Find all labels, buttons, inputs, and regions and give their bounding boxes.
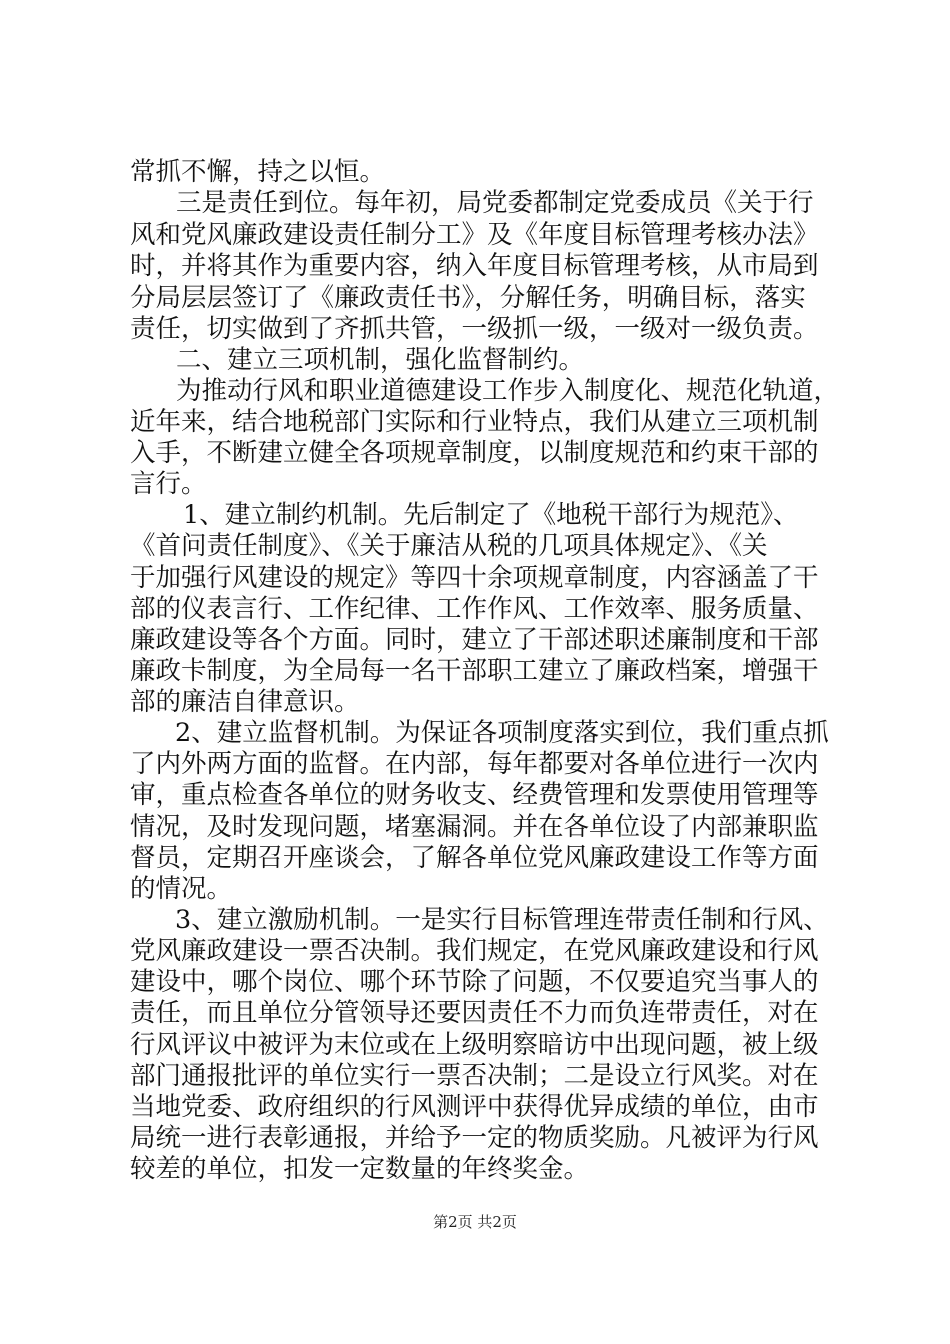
text-line: 时，并将其作为重要内容，纳入年度目标管理考核，从市局到 (130, 251, 819, 281)
text-line: 情况，及时发现问题，堵塞漏洞。并在各单位设了内部兼职监 (130, 812, 819, 842)
text-line: 责任，而且单位分管领导还要因责任不力而负连带责任，对在 (130, 998, 819, 1028)
text-line: 为推动行风和职业道德建设工作步入制度化、规范化轨道， (176, 376, 840, 406)
text-line: 近年来，结合地税部门实际和行业特点，我们从建立三项机制 (130, 407, 819, 437)
text-line: 了内外两方面的监督。在内部，每年都要对各单位进行一次内 (130, 749, 819, 779)
text-line: 2、建立监督机制。为保证各项制度落实到位，我们重点抓 (175, 718, 829, 748)
text-line: 言行。 (130, 469, 207, 499)
text-line: 三是责任到位。每年初，局党委都制定党委成员《关于行 (176, 188, 814, 218)
text-line: 责任，切实做到了齐抓共管，一级抓一级，一级对一级负责。 (130, 314, 819, 344)
text-line: 风和党风廉政建设责任制分工》及《年度目标管理考核办法》 (130, 220, 819, 250)
text-line: 党风廉政建设一票否决制。我们规定，在党风廉政建设和行风 (130, 936, 819, 966)
text-line: 《首问责任制度》、《关于廉洁从税的几项具体规定》、《关 (130, 531, 768, 561)
text-line: 审，重点检查各单位的财务收支、经费管理和发票使用管理等 (130, 780, 819, 810)
text-line: 当地党委、政府组织的行风测评中获得优异成绩的单位，由市 (130, 1092, 819, 1122)
text-line: 二、建立三项机制，强化监督制约。 (176, 345, 585, 375)
text-line: 廉政建设等各个方面。同时，建立了干部述职述廉制度和干部 (130, 625, 819, 655)
text-line: 行风评议中被评为末位或在上级明察暗访中出现问题，被上级 (130, 1030, 819, 1060)
text-line: 的情况。 (130, 874, 233, 904)
text-line: 分局层层签订了《廉政责任书》，分解任务，明确目标，落实 (130, 283, 806, 313)
text-line: 廉政卡制度，为全局每一名干部职工建立了廉政档案，增强干 (130, 656, 819, 686)
text-line: 3、建立激励机制。一是实行目标管理连带责任制和行风、 (175, 905, 829, 935)
text-line: 部的廉洁自律意识。 (130, 687, 360, 717)
text-line: 建设中，哪个岗位、哪个环节除了问题，不仅要追究当事人的 (130, 967, 819, 997)
text-line: 部的仪表言行、工作纪律、工作作风、工作效率、服务质量、 (130, 594, 819, 624)
text-line: 局统一进行表彰通报，并给予一定的物质奖励。凡被评为行风 (130, 1123, 819, 1153)
text-line: 督员，定期召开座谈会，了解各单位党风廉政建设工作等方面 (130, 843, 819, 873)
text-line: 入手，不断建立健全各项规章制度，以制度规范和约束干部的 (130, 438, 819, 468)
text-line: 1、建立制约机制。先后制定了《地税干部行为规范》、 (183, 500, 799, 530)
text-line: 于加强行风建设的规定》等四十余项规章制度，内容涵盖了干 (130, 563, 819, 593)
text-line: 较差的单位，扣发一定数量的年终奖金。 (130, 1154, 590, 1184)
page-footer: 第2页 共2页 (433, 1213, 517, 1231)
text-line: 常抓不懈，持之以恒。 (130, 157, 386, 187)
text-line: 部门通报批评的单位实行一票否决制；二是设立行风奖。对在 (130, 1061, 819, 1091)
